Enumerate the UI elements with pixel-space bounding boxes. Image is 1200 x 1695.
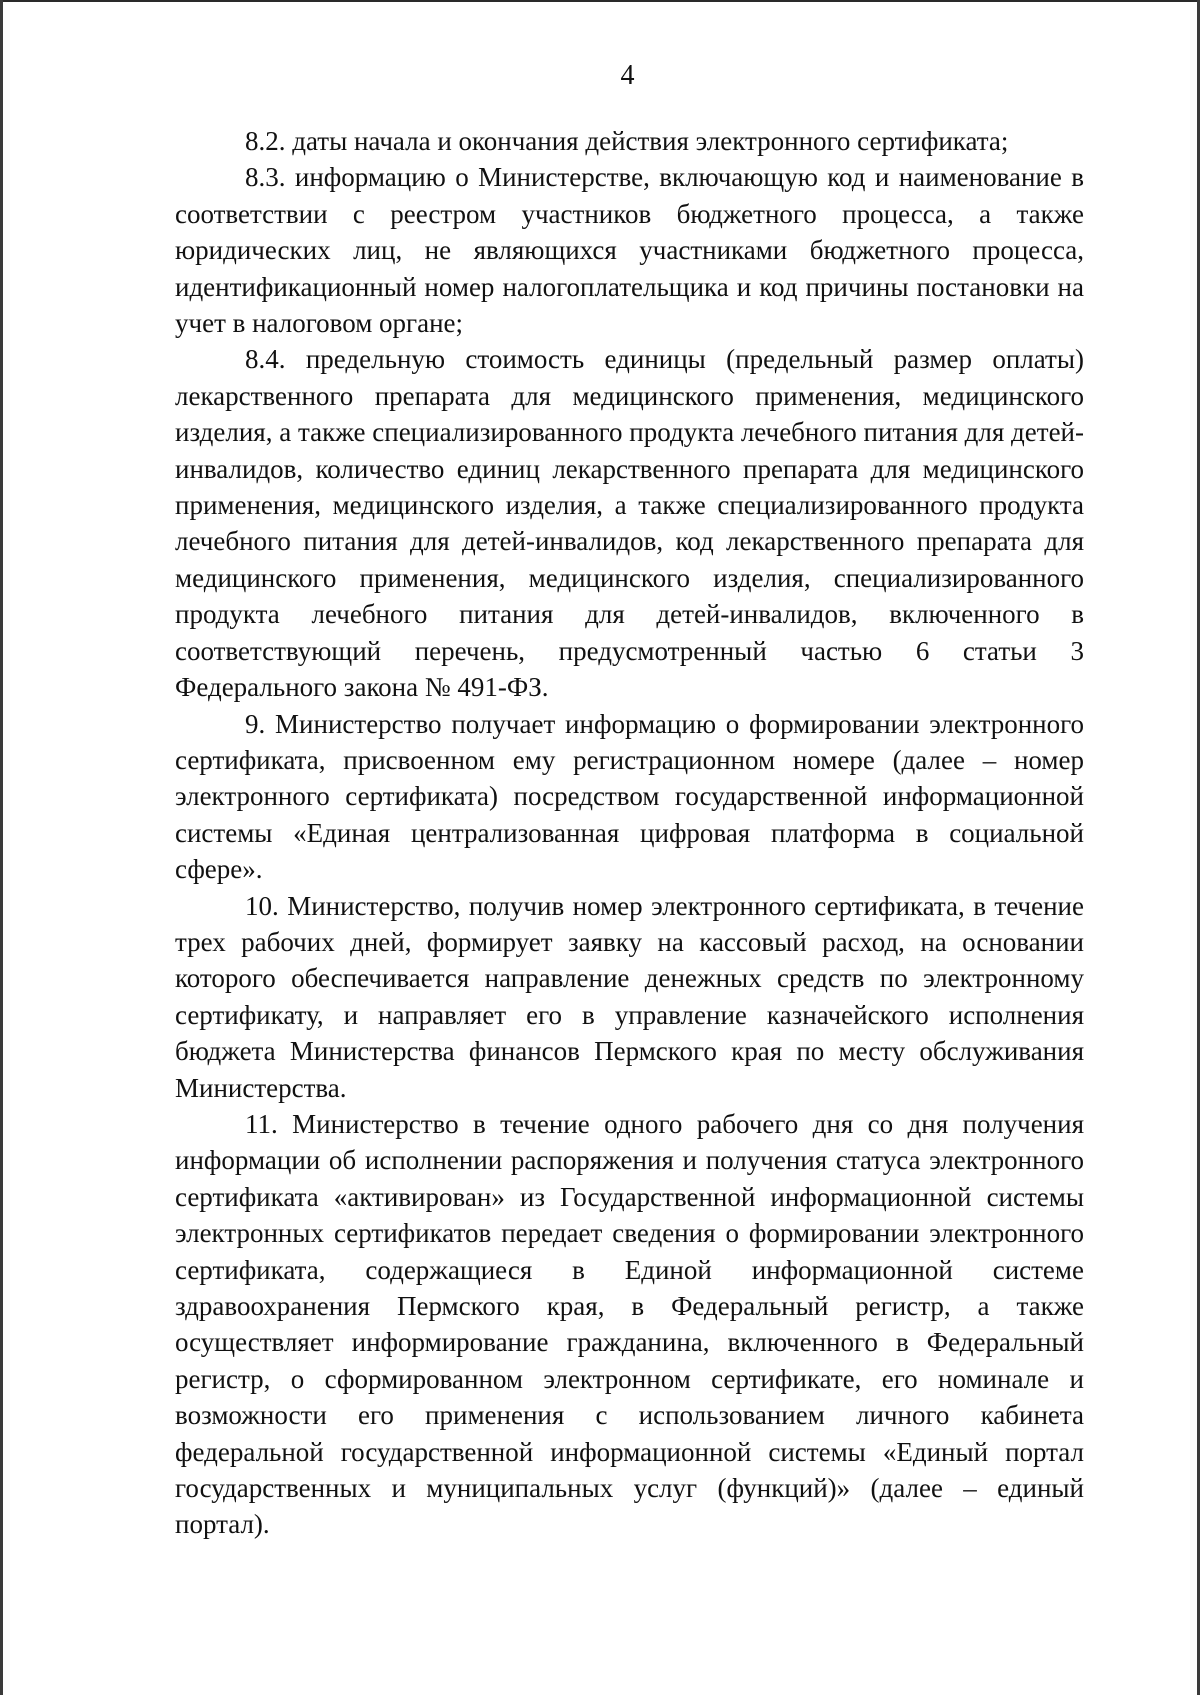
page-number: 4: [620, 60, 635, 91]
paragraph-10: 10. Министерство, получив номер электронного сертификата, в течение трех рабочих дней, формирует заявку на кассовый расход, на основании которого обеспечивается направление денежных средств по электронному сертификату, и направляет его в управление казначейского исполнения бюджета Министерства финансов Пермского края по месту обслуживания Министерства.: [175, 890, 1084, 1103]
paragraph-8-3: 8.3. информацию о Министерстве, включающую код и наименование в соответствии с реестром участников бюджетного процесса, а также юридических лиц, не являющихся участниками бюджетного процесса, идентификационный номер налогоплательщика и код причины постановки на учет в налоговом органе;: [175, 162, 1084, 339]
scan-border-left: [0, 0, 3, 1695]
paragraph-8-4: 8.4. предельную стоимость единицы (предельный размер оплаты) лекарственного препарата для медицинского применения, медицинского изделия, а также специализированного продукта лечебного питания для детей-инвалидов, количество единиц лекарственного препарата для медицинского применения, медицинского изделия, а также специализированного продукта лечебного питания для детей-инвалидов, код лекарственного препарата для медицинского применения, медицинского изделия, специализированного продукта лечебного питания для детей-инвалидов, включенного в соответствующий перечень, предусмотренный частью 6 статьи 3 Федерального закона № 491-ФЗ.: [175, 344, 1084, 703]
scan-border-top: [0, 0, 1200, 2]
paragraph-11: 11. Министерство в течение одного рабочего дня со дня получения информации об исполнении распоряжения и получения статуса электронного сертификата «активирован» из Государственной информационной системы электронных сертификатов передает сведения о формировании электронного сертификата, содержащиеся в Единой информационной системе здравоохранения Пермского края, в Федеральный регистр, а также осуществляет информирование гражданина, включенного в Федеральный регистр, о сформированном электронном сертификате, его номинале и возможности его применения с использованием личного кабинета федеральной государственной информационной системы «Единый портал государственных и муниципальных услуг (функций)» (далее – единый портал).: [175, 1108, 1084, 1540]
document-body: [175, 123, 1084, 1543]
paragraph-9: 9. Министерство получает информацию о формировании электронного сертификата, присвоенном ему регистрационном номере (далее – номер электронного сертификата) посредством государственной информационной системы «Единая централизованная цифровая платформа в социальной сфере».: [175, 708, 1084, 885]
paragraph-8-2: 8.2. даты начала и окончания действия электронного сертификата;: [245, 126, 1009, 156]
